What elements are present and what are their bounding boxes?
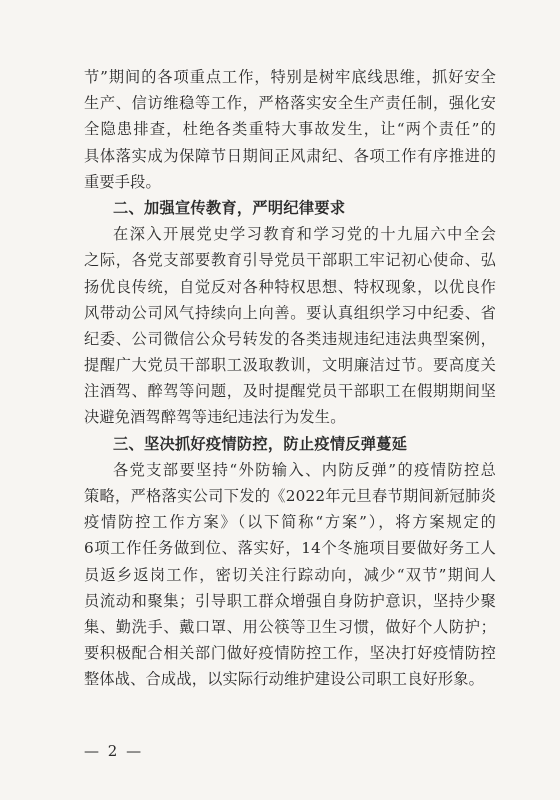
text-line: 整体战、合成战，以实际行动维护建设公司职工良好形象。 <box>84 670 485 689</box>
text-line: 节”期间的各项重点工作，特别是树牢底线思维，抓好安全 <box>84 68 496 86</box>
paragraph-1 <box>84 64 496 195</box>
section-heading-2: 二、加强宣传教育，严明纪律要求 <box>113 198 346 217</box>
text-line: 集、勤洗手、戴口罩、用公筷等卫生习惯，做好个人防护； <box>84 617 496 636</box>
text-line: 纪委、公司微信公众号转发的各类违规违纪违法典型案例， <box>84 329 496 348</box>
text-line: 6项工作任务做到位、落实好，14个冬施项目要做好务工人 <box>84 539 496 558</box>
text-line: 生产、信访维稳等工作，严格落实安全生产责任制，强化安 <box>84 94 496 113</box>
text-line: 重要手段。 <box>84 172 161 191</box>
text-line: 要积极配合相关部门做好疫情防控工作，坚决打好疫情防控 <box>84 644 496 663</box>
text-line: 提醒广大党员干部职工汲取教训，文明廉洁过节。要高度关 <box>84 356 496 375</box>
text-line: 员流动和聚集；引导职工群众增强自身防护意识，坚持少聚 <box>84 591 496 610</box>
text-line: 之际，各党支部要教育引导党员干部职工牢记初心使命、弘 <box>84 251 496 270</box>
text-line: 具体落实成为保障节日期间正风肃纪、各项工作有序推进的 <box>84 146 496 165</box>
paragraph-2 <box>84 221 496 431</box>
section-heading-3: 三、坚决抓好疫情防控，防止疫情反弹蔓延 <box>113 434 408 453</box>
text-line: 策略，严格落实公司下发的《2022年元旦春节期间新冠肺炎 <box>84 487 496 505</box>
text-line: 风带动公司风气持续向上向善。要认真组织学习中纪委、省 <box>84 303 496 322</box>
document-body <box>84 64 496 693</box>
text-line: 疫情防控工作方案》（以下简称“方案”），将方案规定的 <box>84 513 496 532</box>
text-line: 在深入开展党史学习教育和学习党的十九届六中全会 <box>113 225 496 244</box>
text-line: 各党支部要坚持“外防输入、内防反弹”的疫情防控总 <box>113 460 496 479</box>
paragraph-3 <box>84 457 496 693</box>
text-line: 决避免酒驾醉驾等违纪违法行为发生。 <box>84 408 346 427</box>
text-line: 注酒驾、醉驾等问题，及时提醒党员干部职工在假期期间坚 <box>84 382 496 401</box>
text-line: 全隐患排查，杜绝各类重特大事故发生，让“两个责任”的 <box>84 120 496 139</box>
text-line: 员返乡返岗工作，密切关注行踪动向，减少“双节”期间人 <box>84 565 496 584</box>
page-number: — 2 — <box>84 742 144 760</box>
text-line: 扬优良传统，自觉反对各种特权思想、特权现象，以优良作 <box>84 277 496 296</box>
